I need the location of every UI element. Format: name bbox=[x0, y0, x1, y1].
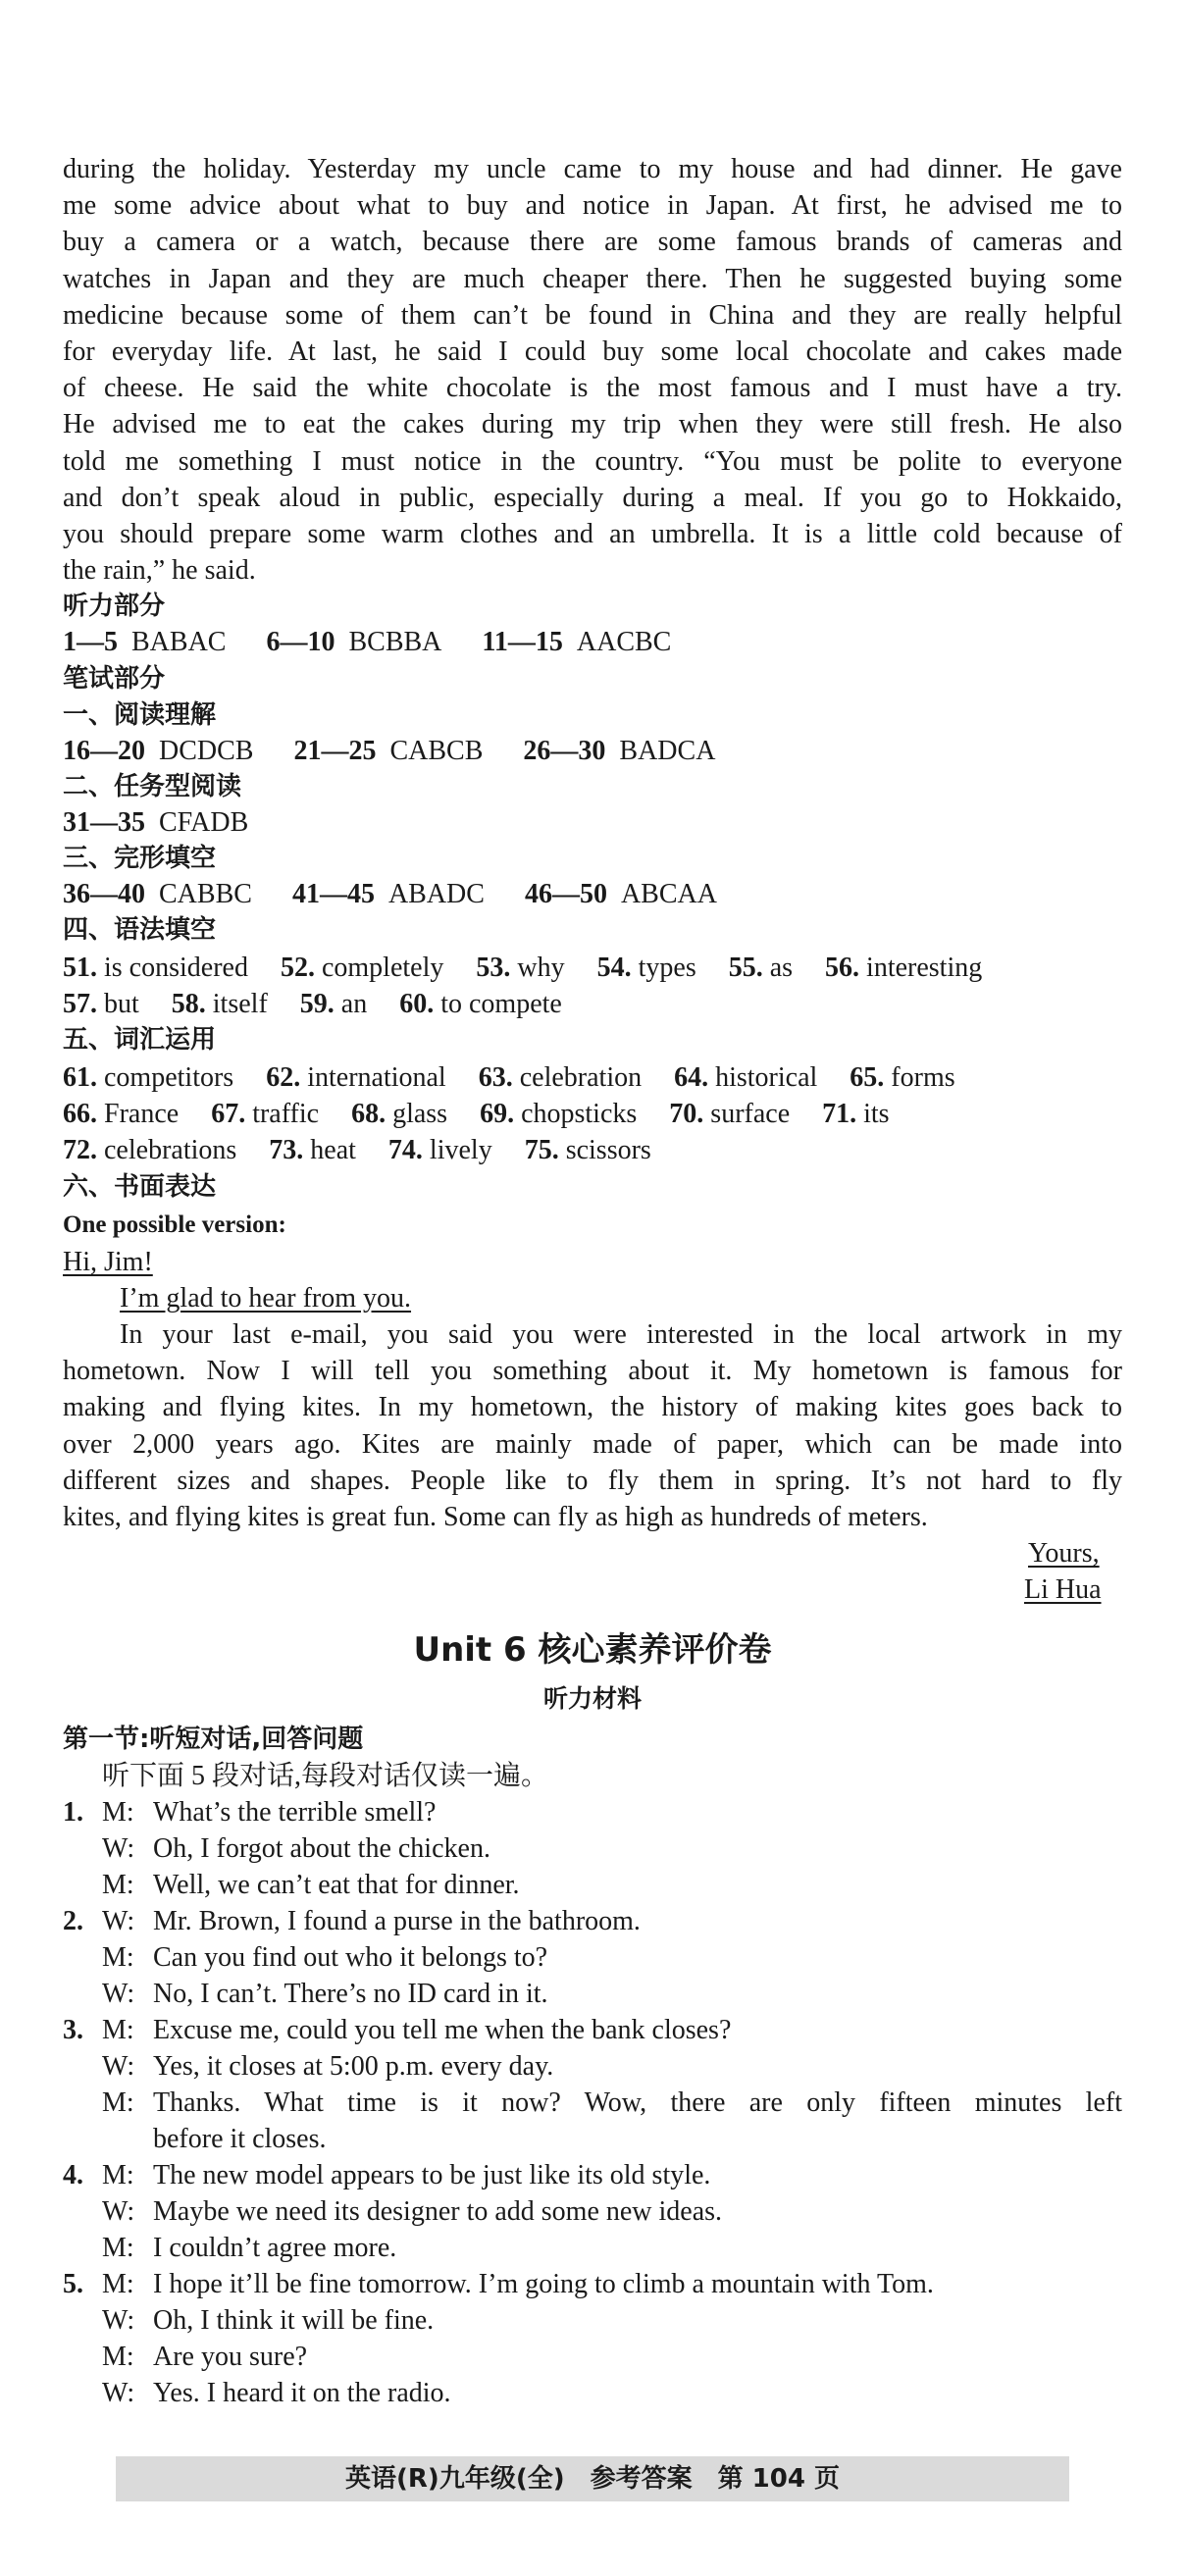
letter-line: making and flying kites. In my hometown, the history of making kites goes back to bbox=[63, 1392, 1122, 1423]
dialogue-line: Mr. Brown, I found a purse in the bathroom. bbox=[153, 1906, 641, 1936]
item-answer: traffic bbox=[252, 1099, 320, 1129]
item-number: 69. bbox=[480, 1099, 515, 1129]
dialogue-line: Maybe we need its designer to add some new ideas. bbox=[153, 2196, 723, 2227]
answer-range: 16—20 bbox=[63, 736, 145, 766]
answer-range: 6—10 bbox=[266, 627, 335, 657]
answer-letters: CFADB bbox=[159, 807, 249, 838]
item-number: 52. bbox=[280, 953, 315, 983]
passage-line: watches in Japan and they are much cheaper there. Then he suggested buying some bbox=[63, 263, 1122, 294]
page-footer: 英语(R)九年级(全) 参考答案 第 104 页 bbox=[116, 2456, 1069, 2501]
item-number: 67. bbox=[211, 1099, 246, 1129]
item-answer: international bbox=[307, 1062, 446, 1093]
speaker: W: bbox=[102, 2051, 135, 2082]
answer-letters: ABCAA bbox=[620, 879, 717, 909]
answer-letters: BCBBA bbox=[348, 627, 442, 657]
unit-subtitle: 听力材料 bbox=[542, 1684, 642, 1713]
speaker: M: bbox=[102, 2160, 134, 2190]
dialogue-number: 4. bbox=[63, 2160, 83, 2190]
dialogue-line: I hope it’ll be fine tomorrow. I’m going to climb a mountain with Tom. bbox=[153, 2269, 934, 2299]
answer-letters: BABAC bbox=[131, 627, 227, 657]
dialogue-number: 2. bbox=[63, 1906, 83, 1936]
item-number: 68. bbox=[351, 1099, 386, 1129]
reading-heading: 一、阅读理解 bbox=[63, 700, 217, 730]
item-answer: an bbox=[340, 989, 368, 1019]
letter-closing: Yours, bbox=[1028, 1538, 1100, 1569]
dialogue-number: 5. bbox=[63, 2269, 83, 2299]
answer-letters: AACBC bbox=[576, 627, 672, 657]
passage-line: you should prepare some warm clothes and an umbrella. It is a little cold because of bbox=[63, 519, 1122, 550]
dialogue-line: Can you find out who it belongs to? bbox=[153, 1942, 548, 1973]
speaker: W: bbox=[102, 2378, 135, 2408]
speaker: W: bbox=[102, 1979, 135, 2009]
dialogue-5 bbox=[63, 2266, 934, 2411]
vocab-answers-row bbox=[63, 1132, 651, 1168]
item-number: 63. bbox=[478, 1062, 513, 1093]
item-answer: historical bbox=[715, 1062, 818, 1093]
item-answer: to compete bbox=[440, 989, 562, 1019]
item-number: 73. bbox=[269, 1135, 304, 1165]
speaker: W: bbox=[102, 1833, 135, 1864]
item-answer: as bbox=[769, 953, 794, 983]
letter-body bbox=[63, 1316, 1122, 1535]
answer-letters: ABADC bbox=[387, 879, 485, 909]
speaker: M: bbox=[102, 1797, 134, 1828]
answer-range: 11—15 bbox=[482, 627, 563, 657]
passage-line: the rain,” he said. bbox=[63, 555, 256, 587]
writing-heading: 六、书面表达 bbox=[63, 1172, 217, 1202]
item-answer: interesting bbox=[866, 953, 983, 983]
item-answer: itself bbox=[212, 989, 268, 1019]
written-heading: 笔试部分 bbox=[63, 664, 166, 694]
dialogue-line: I couldn’t agree more. bbox=[153, 2233, 397, 2263]
cloze-answers bbox=[63, 876, 717, 912]
dialogue-line: Are you sure? bbox=[153, 2342, 308, 2372]
cloze-heading: 三、完形填空 bbox=[63, 844, 217, 873]
item-number: 55. bbox=[728, 953, 763, 983]
item-answer: its bbox=[863, 1099, 890, 1129]
item-answer: completely bbox=[321, 953, 444, 983]
dialogue-line: Well, we can’t eat that for dinner. bbox=[153, 1870, 520, 1900]
letter-line: kites, and flying kites is great fun. Some can fly as high as hundreds of meters. bbox=[63, 1502, 928, 1533]
passage-line: buy a camera or a watch, because there are some famous brands of cameras and bbox=[63, 227, 1122, 258]
passage-line: for everyday life. At last, he said I could buy some local chocolate and cakes made bbox=[63, 336, 1122, 368]
task-reading-answers bbox=[63, 804, 248, 841]
item-number: 57. bbox=[63, 989, 97, 1019]
answer-letters: DCDCB bbox=[159, 736, 254, 766]
dialogue-line: Yes, it closes at 5:00 p.m. every day. bbox=[153, 2051, 554, 2082]
passage-line: He advised me to eat the cakes during my trip when they were still fresh. He also bbox=[63, 409, 1122, 440]
letter-line: hometown. Now I will tell you something about it. My hometown is famous for bbox=[63, 1356, 1122, 1387]
speaker: M: bbox=[102, 2233, 134, 2263]
answer-range: 21—25 bbox=[293, 736, 377, 766]
dialogue-number: 1. bbox=[63, 1797, 83, 1828]
speaker: M: bbox=[102, 2269, 134, 2299]
dialogue-line: Oh, I think it will be fine. bbox=[153, 2305, 435, 2336]
item-number: 74. bbox=[387, 1135, 423, 1165]
section-instruction: 听下面 5 段对话,每段对话仅读一遍。 bbox=[102, 1761, 549, 1791]
passage-line: told me something I must notice in the country. “You must be polite to everyone bbox=[63, 445, 1122, 477]
answer-range: 1—5 bbox=[63, 627, 118, 657]
passage-line: of cheese. He said the white chocolate is the most famous and I must have a try. bbox=[63, 373, 1122, 404]
item-answer: forms bbox=[891, 1062, 955, 1093]
listening-passage bbox=[63, 151, 1122, 589]
passage-line: during the holiday. Yesterday my uncle came to my house and had dinner. He gave bbox=[63, 154, 1122, 184]
item-number: 62. bbox=[266, 1062, 301, 1093]
speaker: M: bbox=[102, 2015, 134, 2045]
answer-letters: CABBC bbox=[159, 879, 252, 909]
vocab-heading: 五、词汇运用 bbox=[63, 1025, 217, 1055]
vocab-answers-row bbox=[63, 1096, 890, 1132]
letter-line: over 2,000 years ago. Kites are mainly made of paper, which can be made into bbox=[63, 1428, 1122, 1460]
item-number: 59. bbox=[299, 989, 335, 1019]
item-number: 61. bbox=[63, 1062, 97, 1093]
dialogue-1 bbox=[63, 1794, 520, 1903]
speaker: W: bbox=[102, 2305, 135, 2336]
item-number: 71. bbox=[822, 1099, 857, 1129]
unit-title: Unit 6 核心素养评价卷 bbox=[413, 1630, 772, 1670]
item-answer: types bbox=[638, 953, 696, 983]
dialogue-line: No, I can’t. There’s no ID card in it. bbox=[153, 1979, 548, 2009]
listening-heading: 听力部分 bbox=[63, 592, 166, 621]
item-answer: scissors bbox=[565, 1135, 651, 1165]
speaker: W: bbox=[102, 1906, 135, 1936]
answer-letters: CABCB bbox=[389, 736, 484, 766]
letter-line: In your last e-mail, you said you were interested in the local artwork in my bbox=[120, 1319, 1122, 1350]
item-number: 58. bbox=[171, 989, 206, 1019]
passage-line: me some advice about what to buy and notice in Japan. At first, he advised me to bbox=[63, 190, 1122, 222]
speaker: M: bbox=[102, 1870, 134, 1900]
item-number: 64. bbox=[674, 1062, 709, 1093]
speaker: M: bbox=[102, 2087, 134, 2118]
item-answer: lively bbox=[429, 1135, 492, 1165]
answer-range: 26—30 bbox=[523, 736, 606, 766]
speaker: W: bbox=[102, 2196, 135, 2227]
item-answer: celebrations bbox=[104, 1135, 237, 1165]
item-number: 56. bbox=[825, 953, 860, 983]
grammar-heading: 四、语法填空 bbox=[63, 915, 217, 945]
task-reading-heading: 二、任务型阅读 bbox=[63, 772, 242, 801]
answer-range: 46—50 bbox=[524, 879, 607, 909]
item-answer: is considered bbox=[104, 953, 248, 983]
passage-line: and don’t speak aloud in public, especially during a meal. If you go to Hokkaido, bbox=[63, 482, 1122, 513]
item-answer: celebration bbox=[519, 1062, 643, 1093]
item-answer: why bbox=[517, 953, 565, 983]
item-number: 75. bbox=[524, 1135, 559, 1165]
dialogue-number: 3. bbox=[63, 2015, 83, 2045]
item-number: 66. bbox=[63, 1099, 97, 1129]
dialogue-2 bbox=[63, 1903, 641, 2012]
reading-answers bbox=[63, 733, 715, 769]
item-answer: glass bbox=[392, 1099, 448, 1129]
dialogue-line: Thanks. What time is it now? Wow, there are only fifteen minutes left bbox=[153, 2087, 1122, 2118]
section-heading: 第一节:听短对话,回答问题 bbox=[63, 1725, 364, 1754]
item-answer: surface bbox=[710, 1099, 791, 1129]
dialogue-line: Yes. I heard it on the radio. bbox=[153, 2378, 451, 2408]
item-number: 53. bbox=[476, 953, 511, 983]
item-number: 54. bbox=[596, 953, 632, 983]
grammar-answers-row bbox=[63, 950, 982, 986]
dialogue-line: before it closes. bbox=[153, 2124, 327, 2154]
dialogue-4 bbox=[63, 2157, 722, 2266]
item-answer: chopsticks bbox=[521, 1099, 638, 1129]
dialogue-line: Oh, I forgot about the chicken. bbox=[153, 1833, 490, 1864]
item-number: 51. bbox=[63, 953, 97, 983]
letter-greeting: Hi, Jim! bbox=[63, 1247, 153, 1277]
speaker: M: bbox=[102, 2342, 134, 2372]
answer-range: 31—35 bbox=[63, 807, 145, 838]
answer-range: 36—40 bbox=[63, 879, 145, 909]
version-label: One possible version: bbox=[63, 1211, 286, 1238]
dialogue-3 bbox=[63, 2012, 1122, 2157]
dialogue-line: What’s the terrible smell? bbox=[153, 1797, 437, 1828]
dialogue-line: Excuse me, could you tell me when the bank closes? bbox=[153, 2015, 732, 2045]
speaker: M: bbox=[102, 1942, 134, 1973]
letter-signature: Li Hua bbox=[1024, 1574, 1102, 1605]
vocab-answers-row bbox=[63, 1059, 955, 1096]
passage-line: medicine because some of them can’t be found in China and they are really helpful bbox=[63, 299, 1122, 331]
dialogue-line: The new model appears to be just like its old style. bbox=[153, 2160, 711, 2190]
letter-opening: I’m glad to hear from you. bbox=[120, 1283, 412, 1314]
letter-line: different sizes and shapes. People like to fly them in spring. It’s not hard to fly bbox=[63, 1465, 1122, 1496]
item-answer: heat bbox=[310, 1135, 356, 1165]
item-answer: France bbox=[104, 1099, 180, 1129]
answer-letters: BADCA bbox=[619, 736, 716, 766]
item-number: 70. bbox=[669, 1099, 704, 1129]
item-answer: competitors bbox=[104, 1062, 234, 1093]
item-number: 65. bbox=[850, 1062, 885, 1093]
item-number: 72. bbox=[63, 1135, 97, 1165]
item-number: 60. bbox=[399, 989, 435, 1019]
answer-range: 41—45 bbox=[291, 879, 375, 909]
item-answer: but bbox=[104, 989, 139, 1019]
grammar-answers-row bbox=[63, 986, 562, 1022]
listening-answers bbox=[63, 624, 671, 660]
